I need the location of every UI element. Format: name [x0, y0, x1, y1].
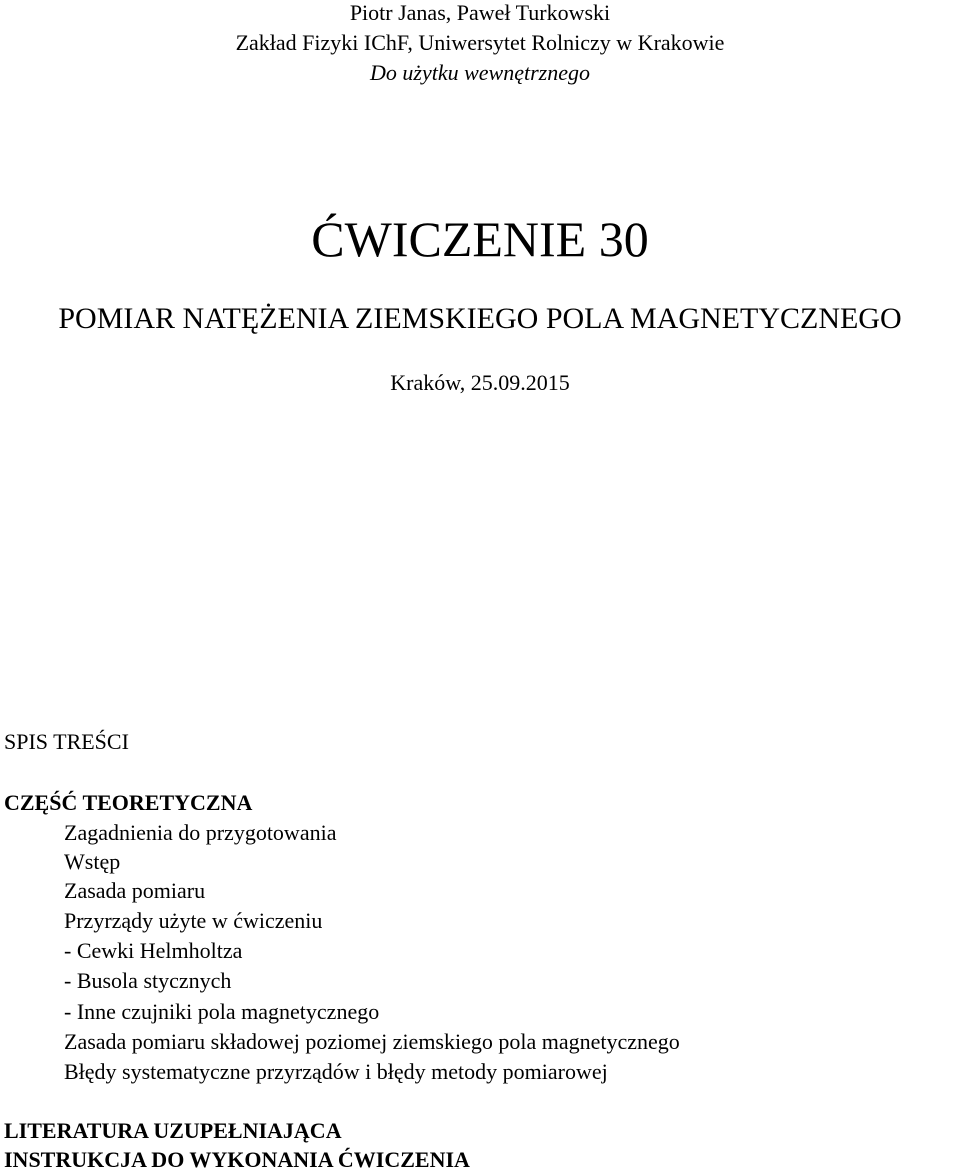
theory-section-heading: CZĘŚĆ TEORETYCZNA: [4, 790, 253, 815]
exercise-title: ĆWICZENIE 30: [311, 211, 649, 267]
instructions-heading: INSTRUKCJA DO WYKONANIA ĆWICZENIA: [4, 1147, 470, 1172]
toc-heading: SPIS TREŚCI: [4, 729, 129, 754]
exercise-topic: POMIAR NATĘŻENIA ZIEMSKIEGO POLA MAGNETYCZNEGO: [58, 302, 902, 335]
institution-line: Zakład Fizyki IChF, Uniwersytet Rolniczy w Krakowie: [235, 30, 725, 55]
authors-line: Piotr Janas, Paweł Turkowski: [349, 0, 611, 25]
toc-item: Przyrządy użyte w ćwiczeniu: [64, 908, 323, 933]
toc-item: Zasada pomiaru składowej poziomej ziemskiego pola magnetycznego: [64, 1029, 680, 1054]
toc-item: Zagadnienia do przygotowania: [64, 820, 337, 845]
toc-item: Zasada pomiaru: [64, 878, 206, 903]
toc-item: - Cewki Helmholtza: [64, 938, 243, 963]
date-line: Kraków, 25.09.2015: [390, 370, 570, 395]
literature-heading: LITERATURA UZUPEŁNIAJĄCA: [4, 1118, 342, 1143]
toc-item: - Busola stycznych: [64, 968, 232, 993]
toc-item: Wstęp: [64, 849, 121, 874]
usage-note: Do użytku wewnętrznego: [370, 60, 590, 85]
toc-item: Błędy systematyczne przyrządów i błędy metody pomiarowej: [64, 1059, 608, 1084]
toc-item: - Inne czujniki pola magnetycznego: [64, 999, 380, 1024]
